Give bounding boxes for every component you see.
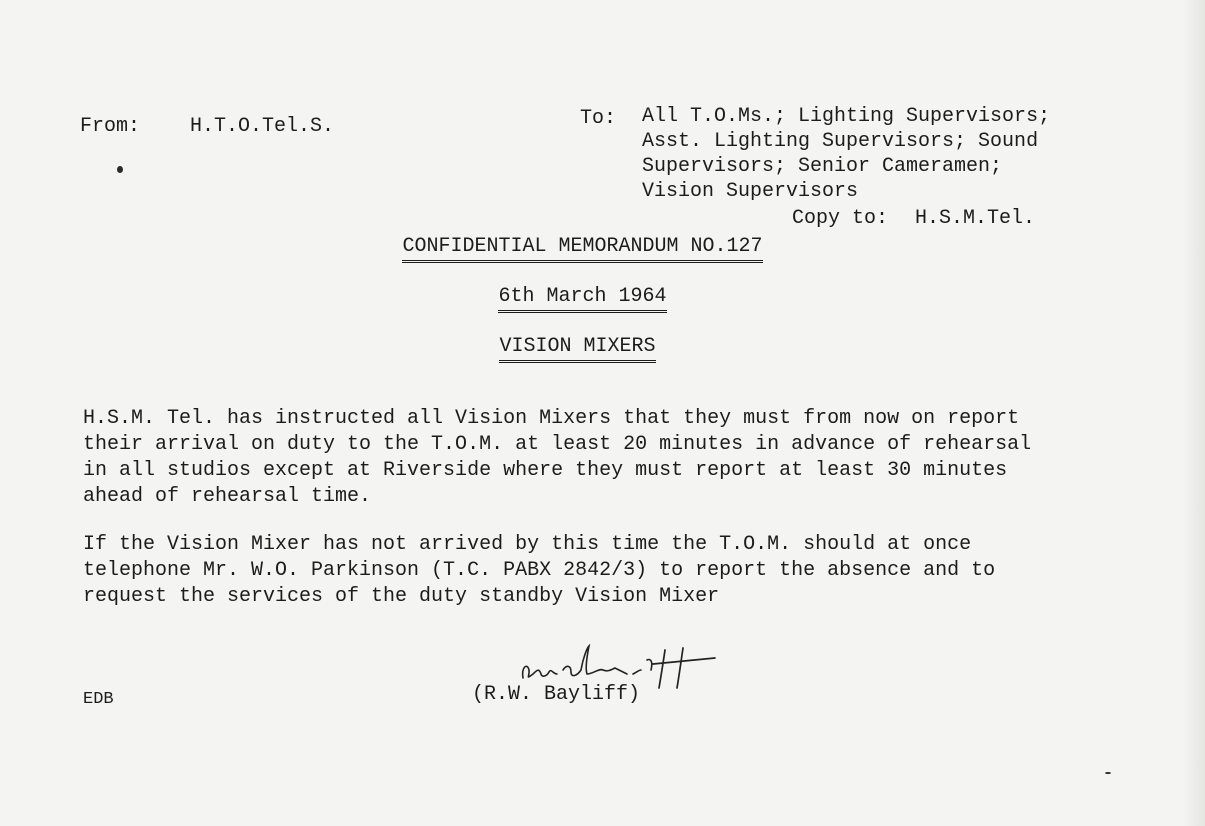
paragraph-line: ahead of rehearsal time. [83,485,372,508]
memo-title-text: CONFIDENTIAL MEMORANDUM NO.127 [402,235,762,263]
body-paragraph-1 [83,406,1093,510]
paragraph-line: request the services of the duty standby Vision Mixer [83,585,720,608]
paragraph-line: H.S.M. Tel. has instructed all Vision Mixers that they must from now on report [83,407,1020,430]
memo-subject [0,335,1155,363]
memo-date [0,285,1165,313]
recipient-line: Asst. Lighting Supervisors; Sound [642,130,1039,153]
from-label: From: [80,115,141,138]
recipient-line: Supervisors; Senior Cameramen; [642,155,1003,178]
copy-to-label: Copy to: [792,207,889,230]
paragraph-line: their arrival on duty to the T.O.M. at least 20 minutes in advance of rehearsal [83,433,1032,456]
recipient-line: All T.O.Ms.; Lighting Supervisors; [642,105,1051,128]
paragraph-line: telephone Mr. W.O. Parkinson (T.C. PABX 2842/3) to report the absence and to [83,559,996,582]
copy-to-value: H.S.M.Tel. [915,207,1036,230]
ink-speck [117,166,123,173]
to-label: To: [580,107,617,130]
recipient-line: Vision Supervisors [642,180,859,203]
paragraph-line: If the Vision Mixer has not arrived by this time the T.O.M. should at once [83,533,972,556]
typist-initials: EDB [83,690,114,709]
ink-speck [1105,772,1111,774]
body-paragraph-2 [83,532,1093,610]
memo-date-text: 6th March 1964 [498,285,666,313]
recipients-list [642,104,1050,204]
from-value: H.T.O.Tel.S. [190,115,335,138]
signer-name: (R.W. Bayliff) [472,683,641,706]
paragraph-line: in all studios except at Riverside where they must report at least 30 minutes [83,459,1008,482]
memo-subject-text: VISION MIXERS [499,335,655,363]
memo-title [0,235,1165,263]
